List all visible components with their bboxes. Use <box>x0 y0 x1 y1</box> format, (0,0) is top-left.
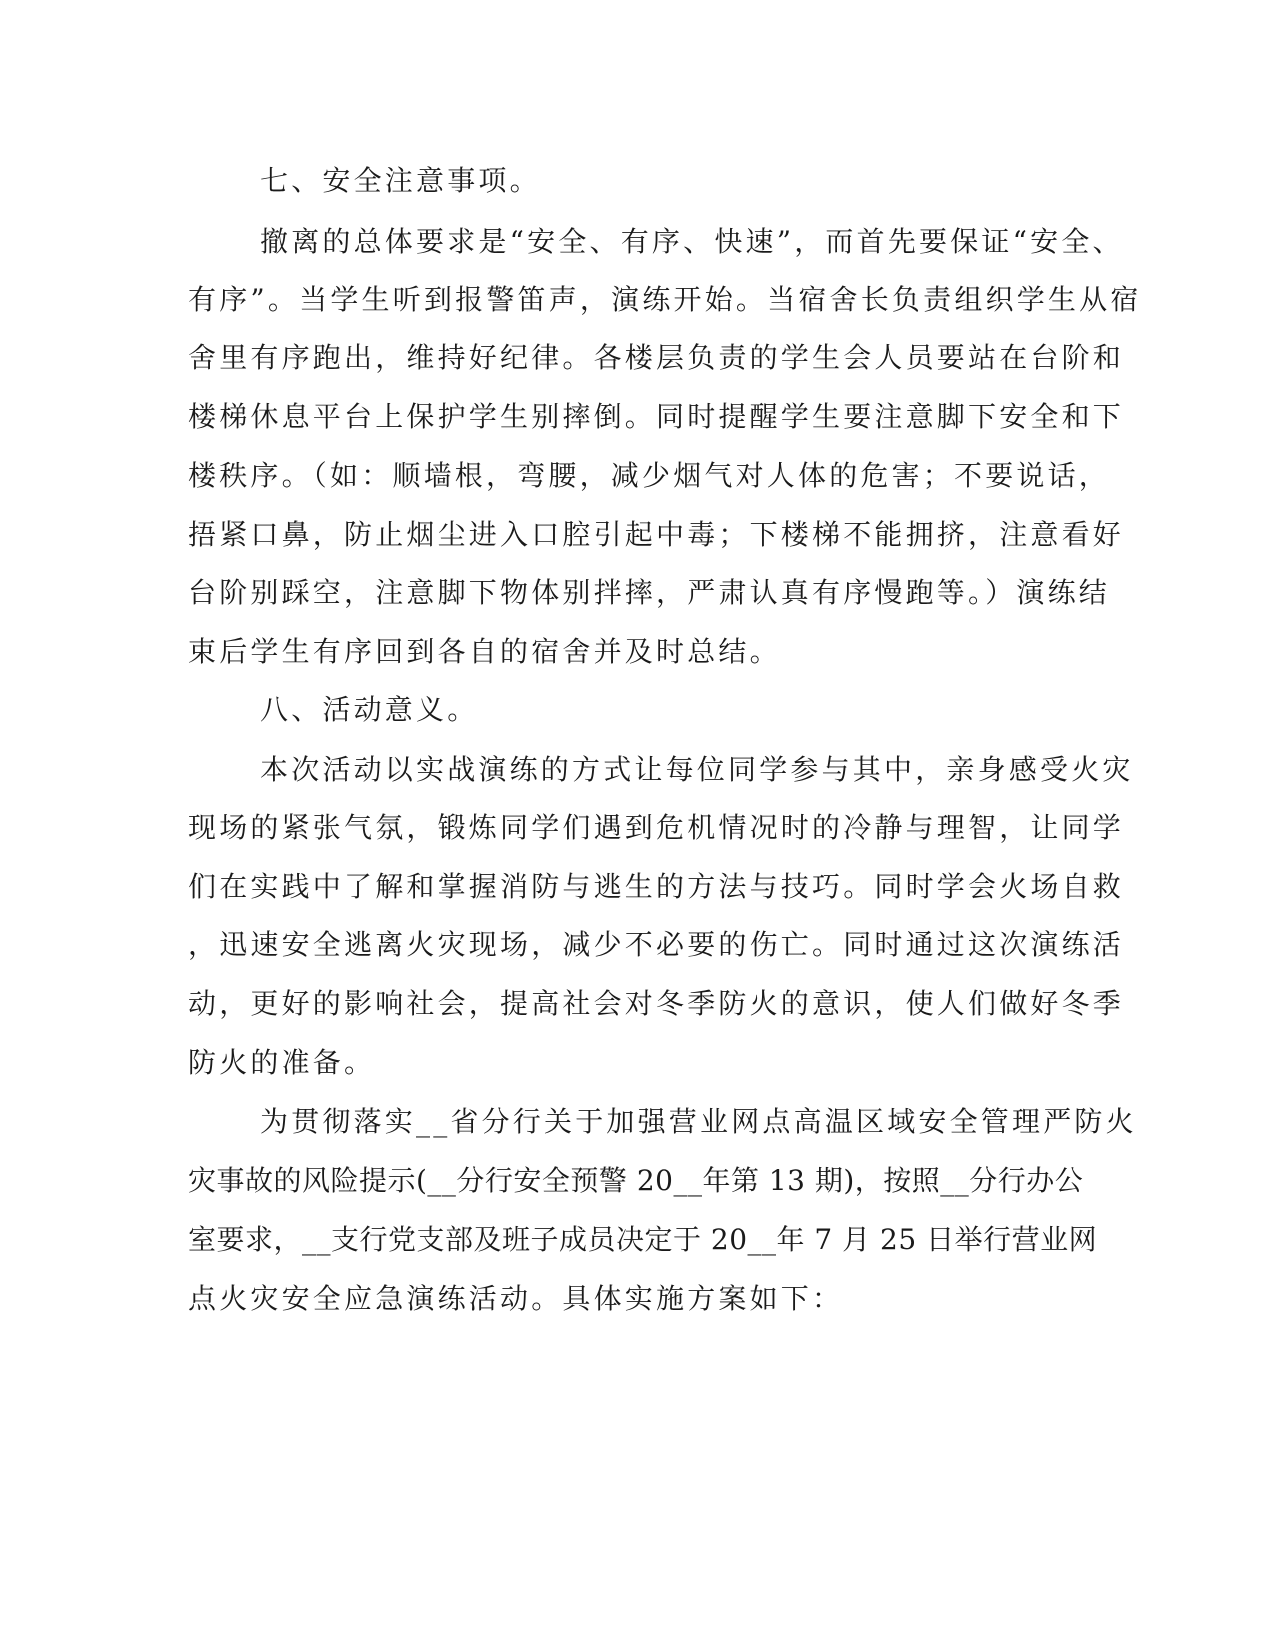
paragraph-line: 灾事故的风险提示(__分行安全预警 20__年第 13 期)，按照__分行办公 <box>188 1164 1084 1197</box>
paragraph-line: 舍里有序跑出，维持好纪律。各楼层负责的学生会人员要站在台阶和 <box>188 341 1125 374</box>
paragraph-line: 室要求，__支行党支部及班子成员决定于 20__年 7 月 25 日举行营业网 <box>188 1223 1098 1256</box>
paragraph-line: 楼梯休息平台上保护学生别摔倒。同时提醒学生要注意脚下安全和下 <box>188 400 1125 433</box>
paragraph-line: 有序”。当学生听到报警笛声，演练开始。当宿舍长负责组织学生从宿 <box>188 283 1142 316</box>
paragraph-line: 现场的紧张气氛，锻炼同学们遇到危机情况时的冷静与理智，让同学 <box>188 811 1125 844</box>
paragraph-line: 撤离的总体要求是“安全、有序、快速”，而首先要保证“安全、 <box>260 225 1124 258</box>
paragraph-line: 捂紧口鼻，防止烟尘进入口腔引起中毒；下楼梯不能拥挤，注意看好 <box>188 518 1125 551</box>
paragraph-line: 本次活动以实战演练的方式让每位同学参与其中，亲身感受火灾 <box>260 753 1134 786</box>
paragraph-line: 台阶别踩空，注意脚下物体别拌摔，严肃认真有序慢跑等。）演练结 <box>188 576 1111 609</box>
heading-activity-significance: 八、活动意义。 <box>260 693 479 726</box>
paragraph-line: ，迅速安全逃离火灾现场，减少不必要的伤亡。同时通过这次演练活 <box>188 928 1125 961</box>
paragraph-line: 动，更好的影响社会，提高社会对冬季防火的意识，使人们做好冬季 <box>188 987 1125 1020</box>
heading-safety-notes: 七、安全注意事项。 <box>260 164 541 197</box>
paragraph-line: 们在实践中了解和掌握消防与逃生的方法与技巧。同时学会火场自救 <box>188 870 1125 903</box>
paragraph-line: 点火灾安全应急演练活动。具体实施方案如下： <box>188 1282 844 1315</box>
paragraph-line: 楼秩序。（如：顺墙根，弯腰，减少烟气对人体的危害；不要说话， <box>188 459 1111 492</box>
paragraph-line: 防火的准备。 <box>188 1046 376 1079</box>
paragraph-line: 为贯彻落实__省分行关于加强营业网点高温区域安全管理严防火 <box>260 1105 1137 1138</box>
paragraph-line: 束后学生有序回到各自的宿舍并及时总结。 <box>188 635 781 668</box>
